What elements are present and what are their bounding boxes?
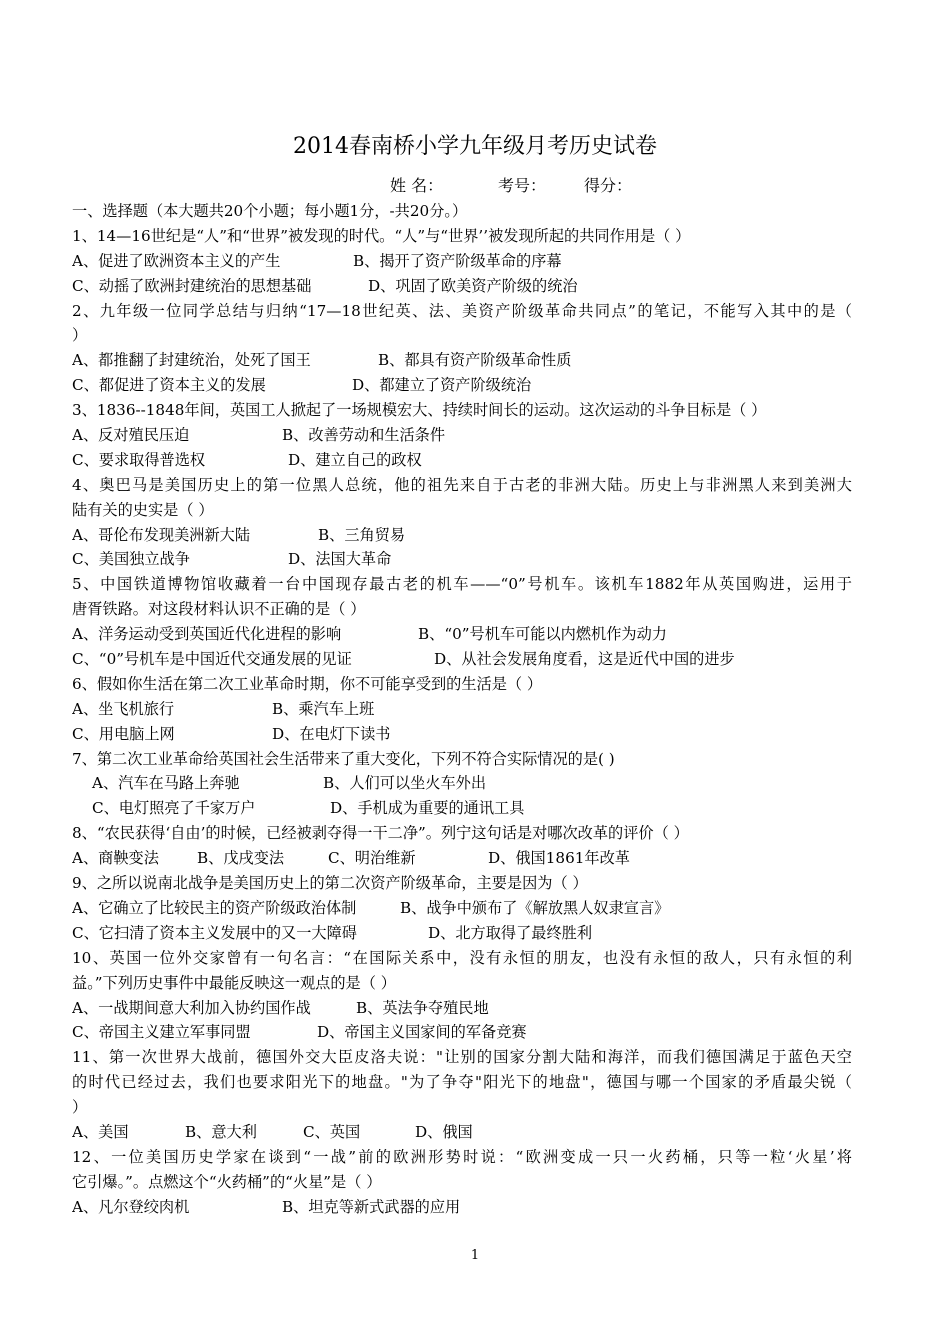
- option-d: D、巩固了欧美资产阶级的统治: [368, 276, 578, 295]
- question-stem-cont: ）: [72, 1098, 88, 1117]
- option-d: D、都建立了资产阶级统治: [352, 376, 532, 395]
- question-stem: 8、“农民获得‘自由’的时候，已经被剥夺得一干二净”。列宁这句话是对哪次改革的评价（ ）: [72, 824, 689, 843]
- option-b: B、人们可以坐火车外出: [323, 774, 487, 793]
- question-stem: 11、第一次世界大战前，德国外交大臣皮洛夫说："让别的国家分割大陆和海洋，而我们德国满足于蓝色天空: [72, 1048, 852, 1067]
- question-stem-cont: 益。”下列历史事件中最能反映这一观点的是（ ）: [72, 973, 396, 992]
- question-stem: 12、一位美国历史学家在谈到“一战”前的欧洲形势时说：“欧洲变成一只一火药桶，只等一粒‘火星’将: [72, 1147, 852, 1166]
- option-row: [72, 1020, 852, 1045]
- option-a: A、一战期间意大利加入协约国作战: [72, 998, 311, 1017]
- option-row: [72, 1195, 852, 1220]
- option-b: B、意大利: [185, 1122, 257, 1141]
- option-c: C、它扫清了资本主义发展中的又一大障碍: [72, 923, 357, 942]
- option-b: B、战争中颁布了《解放黑人奴隶宣言》: [400, 898, 670, 917]
- question-stem: 1、14—16世纪是“人”和“世界”被发现的时代。“人”与“世界’’被发现所起的共同作用是（ ）: [72, 226, 691, 245]
- question-stem: 10、英国一位外交家曾有一句名言：“在国际关系中，没有永恒的朋友，也没有永恒的敌人，只有永恒的利: [72, 948, 852, 967]
- option-b: B、三角贸易: [318, 525, 406, 544]
- option-c: C、“0”号机车是中国近代交通发展的见证: [72, 650, 352, 669]
- option-b: B、英法争夺殖民地: [356, 998, 489, 1017]
- option-row: [72, 373, 852, 398]
- option-row: [72, 1120, 852, 1145]
- option-row: [72, 697, 852, 722]
- option-d: D、建立自己的政权: [288, 450, 422, 469]
- option-row: [72, 647, 852, 672]
- option-d: D、俄国1861年改革: [488, 849, 630, 868]
- option-c: C、动摇了欧洲封建统治的思想基础: [72, 276, 312, 295]
- option-c: C、英国: [303, 1122, 361, 1141]
- option-c: C、美国独立战争: [72, 550, 190, 569]
- option-a: A、洋务运动受到英国近代化进程的影响: [72, 625, 342, 644]
- option-row: [72, 622, 852, 647]
- exam-title: 2014春南桥小学九年级月考历史试卷: [293, 134, 657, 159]
- option-a: A、反对殖民压迫: [72, 426, 190, 445]
- option-row: [72, 448, 852, 473]
- option-b: B、“0”号机车可能以内燃机作为动力: [418, 625, 667, 644]
- option-row: [72, 796, 852, 821]
- question-list: [72, 199, 852, 1220]
- option-a: A、凡尔登绞肉机: [72, 1197, 190, 1216]
- option-a: A、坐飞机旅行: [72, 699, 175, 718]
- option-row: [72, 846, 852, 871]
- question-stem: 9、之所以说南北战争是美国历史上的第二次资产阶级革命，主要是因为（ ）: [72, 874, 588, 893]
- option-d: D、法国大革命: [288, 550, 392, 569]
- question-stem-cont: 它引爆。”。点燃这个“火药桶”的“火星”是（ ）: [72, 1172, 382, 1191]
- question-stem-cont: 的时代已经过去，我们也要求阳光下的地盘。"为了争夺"阳光下的地盘"，德国与哪一个国家的矛盾最尖锐（: [72, 1073, 852, 1092]
- option-a: A、商鞅变法: [72, 849, 159, 868]
- option-c: C、用电脑上网: [72, 724, 175, 743]
- option-b: B、戊戌变法: [197, 849, 285, 868]
- student-info-line: [390, 175, 632, 197]
- option-a: A、都推翻了封建统治，处死了国王: [72, 351, 311, 370]
- question-stem: 4、奥巴马是美国历史上的第一位黑人总统，他的祖先来自于古老的非洲大陆。历史上与非洲黑人来到美洲大: [72, 475, 852, 494]
- question-stem-cont: 陆有关的史实是（ ）: [72, 500, 214, 519]
- option-row: [72, 523, 852, 548]
- option-d: D、从社会发展角度看，这是近代中国的进步: [434, 650, 735, 669]
- option-c: C、要求取得普选权: [72, 450, 206, 469]
- option-a: A、美国: [72, 1122, 129, 1141]
- option-row: [72, 348, 852, 373]
- question-stem: 7、第二次工业革命给英国社会生活带来了重大变化，下列不符合实际情况的是( ): [72, 749, 615, 768]
- option-b: B、坦克等新式武器的应用: [282, 1197, 461, 1216]
- option-row: [72, 274, 852, 299]
- option-c: C、电灯照亮了千家万户: [92, 799, 256, 818]
- option-d: D、手机成为重要的通讯工具: [330, 799, 525, 818]
- option-a: A、它确立了比较民主的资产阶级政治体制: [72, 898, 357, 917]
- option-row: [72, 996, 852, 1021]
- option-row: [72, 771, 852, 796]
- option-b: B、揭开了资产阶级革命的序幕: [353, 251, 562, 270]
- option-row: [72, 921, 852, 946]
- option-a: A、促进了欧洲资本主义的产生: [72, 251, 281, 270]
- page-number: 1: [470, 1248, 480, 1263]
- option-row: [72, 896, 852, 921]
- option-b: B、改善劳动和生活条件: [282, 426, 446, 445]
- option-d: D、在电灯下读书: [272, 724, 391, 743]
- option-d: D、北方取得了最终胜利: [428, 923, 593, 942]
- option-row: [72, 547, 852, 572]
- question-stem: 6、假如你生活在第二次工业革命时期，你不可能享受到的生活是（ ）: [72, 674, 543, 693]
- option-a: A、哥伦布发现美洲新大陆: [72, 525, 251, 544]
- exam-number-label: 考号：: [498, 176, 547, 195]
- score-label: 得分：: [584, 176, 633, 195]
- question-stem: 3、1836--1848年间，英国工人掀起了一场规模宏大、持续时间长的运动。这次运动的斗争目标是（ ）: [72, 401, 767, 420]
- question-stem: 5、中国铁道博物馆收藏着一台中国现存最古老的机车——“0”号机车。该机车1882年从英国购进，运用于: [72, 575, 852, 594]
- option-row: [72, 249, 852, 274]
- option-row: [72, 722, 852, 747]
- option-d: D、帝国主义国家间的军备竞赛: [317, 1023, 527, 1042]
- question-stem: 2、九年级一位同学总结与归纳“17—18世纪英、法、美资产阶级革命共同点”的笔记，不能写入其中的是（: [72, 301, 852, 320]
- option-c: C、都促进了资本主义的发展: [72, 376, 266, 395]
- option-c: C、帝国主义建立军事同盟: [72, 1023, 251, 1042]
- section-heading: 一、选择题（本大题共20个小题；每小题1分，-共20分。）: [72, 202, 468, 220]
- option-row: [72, 423, 852, 448]
- option-c: C、明治维新: [328, 849, 416, 868]
- option-a: A、汽车在马路上奔驰: [92, 774, 240, 793]
- question-stem-cont: 唐胥铁路。对这段材料认识不正确的是（ ）: [72, 600, 366, 619]
- option-b: B、都具有资产阶级革命性质: [378, 351, 572, 370]
- name-label: 姓 名：: [390, 176, 444, 195]
- option-d: D、俄国: [415, 1122, 473, 1141]
- question-stem-cont: ）: [72, 326, 88, 345]
- option-b: B、乘汽车上班: [272, 699, 375, 718]
